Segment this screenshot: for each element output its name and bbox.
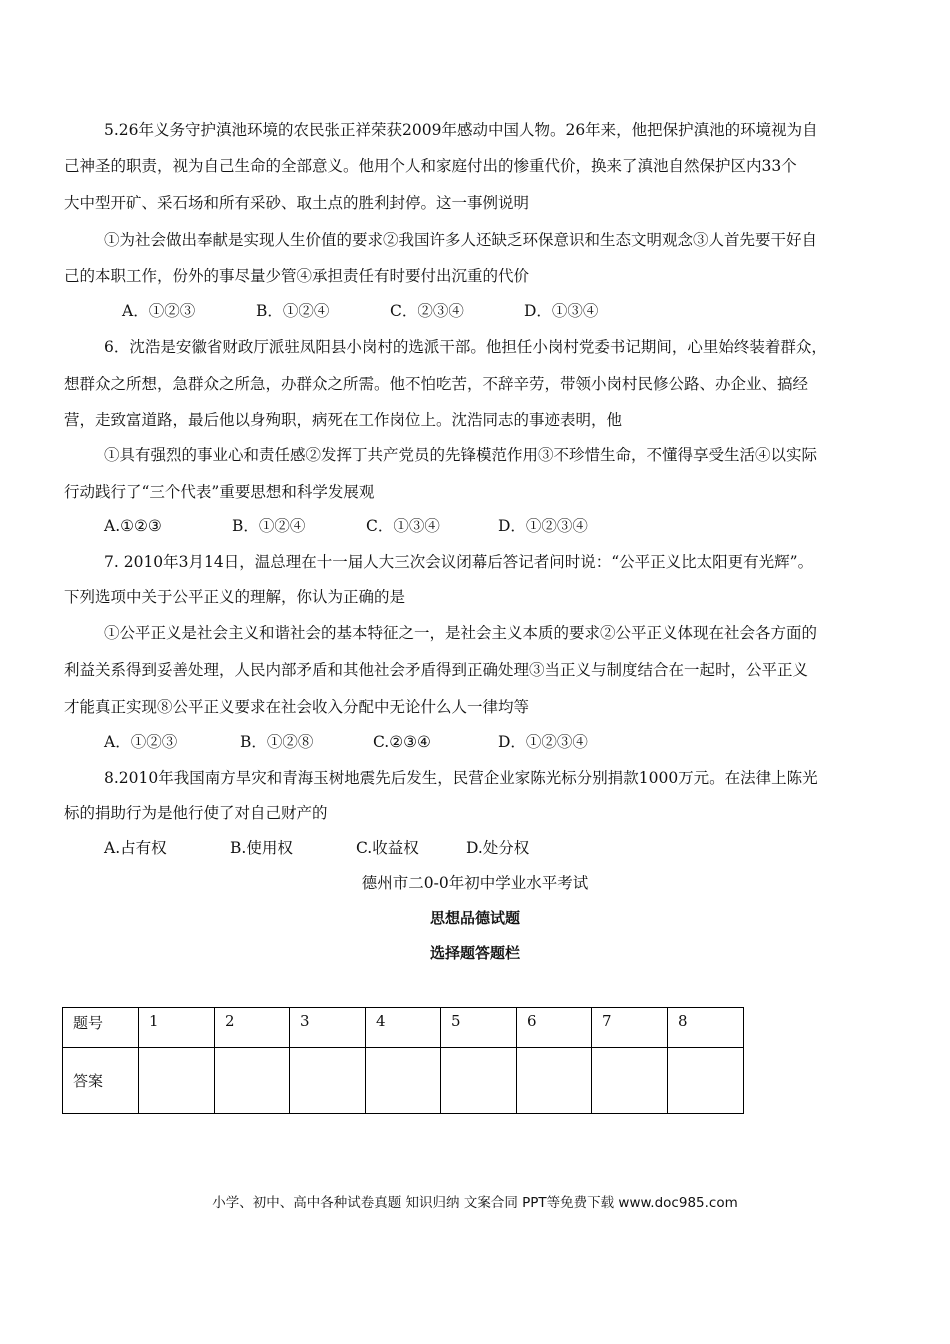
subject-title: 思想品德试题 (429, 909, 520, 927)
answer-cell[interactable] (517, 1048, 592, 1114)
q5-line-1: 5.26年义务守护滇池环境的农民张正祥荣获2009年感动中国人物。26年来，他把保护滇池的环境视为自 (104, 121, 818, 139)
q8-option-d: D.处分权 (466, 839, 530, 857)
q5-option-b: B．①②④ (256, 302, 330, 320)
q6-option-c: C．①③④ (366, 517, 440, 535)
q7-option-d: D．①②③④ (498, 733, 588, 751)
question-number-cell: 1 (139, 1008, 215, 1048)
q7-line-1: 7. 2010年3月14日，温总理在十一届人大三次会议闭幕后答记者问时说：“公平正义比太阳更有光辉”。 (104, 553, 814, 571)
answer-cell[interactable] (215, 1048, 290, 1114)
q8-line-2: 标的捐助行为是他行使了对自己财产的 (64, 804, 328, 822)
question-number-cell: 6 (517, 1008, 592, 1048)
question-number-cell: 8 (668, 1008, 744, 1048)
question-number-cell: 3 (290, 1008, 366, 1048)
q8-option-b: B.使用权 (230, 839, 293, 857)
question-number-cell: 4 (366, 1008, 441, 1048)
answer-cell[interactable] (139, 1048, 215, 1114)
q7-option-a: A．①②③ (104, 733, 178, 751)
q6-line-2: 想群众之所想，急群众之所急，办群众之所需。他不怕吃苦，不辞辛劳，带领小岗村民修公路、办企业、搞经 (64, 375, 809, 393)
q7-option-b: B．①②⑧ (240, 733, 314, 751)
q6-option-a: A.①②③ (104, 517, 162, 535)
answer-cell[interactable] (290, 1048, 366, 1114)
q6-line-1: 6．沈浩是安徽省财政厅派驻凤阳县小岗村的选派干部。他担任小岗村党委书记期间，心里始终装着群众， (104, 338, 827, 356)
question-number-cell: 5 (441, 1008, 517, 1048)
q6-line-5: 行动践行了“三个代表”重要思想和科学发展观 (64, 483, 375, 501)
q6-line-4: ①具有强烈的事业心和责任感②发挥丁共产党员的先锋模范作用③不珍惜生命，不懂得享受生活④以实际 (104, 446, 818, 464)
q5-line-2: 己神圣的职责，视为自己生命的全部意义。他用个人和家庭付出的惨重代价，换来了滇池自然保护区内33个 (64, 157, 797, 175)
exam-title: 德州市二0-0年初中学业水平考试 (361, 874, 589, 892)
section-title: 选择题答题栏 (429, 944, 520, 962)
q6-option-d: D．①②③④ (498, 517, 588, 535)
answer-table (62, 1007, 744, 1114)
q8-option-a: A.占有权 (104, 839, 167, 857)
q5-option-a: A．①②③ (122, 302, 196, 320)
q5-line-4: ①为社会做出奉献是实现人生价值的要求②我国许多人还缺乏环保意识和生态文明观念③人首先要干好自 (104, 231, 818, 249)
q6-option-b: B．①②④ (232, 517, 306, 535)
answer-cell[interactable] (366, 1048, 441, 1114)
q7-line-5: 才能真正实现⑧公平正义要求在社会收入分配中无论什么人一律均等 (64, 698, 530, 716)
q5-line-5: 己的本职工作，份外的事尽量少管④承担责任有时要付出沉重的代价 (64, 267, 530, 285)
q5-option-c: C．②③④ (390, 302, 464, 320)
q8-option-c: C.收益权 (356, 839, 419, 857)
q8-line-1: 8.2010年我国南方旱灾和青海玉树地震先后发生，民营企业家陈光标分别捐款1000万元。在法律上陈光 (104, 769, 818, 787)
row-label-question-number: 题号 (63, 1008, 139, 1048)
q6-line-3: 营，走致富道路，最后他以身殉职，病死在工作岗位上。沈浩同志的事迹表明，他 (64, 411, 623, 429)
q7-line-4: 利益关系得到妥善处理，人民内部矛盾和其他社会矛盾得到正确处理③当正义与制度结合在一起时，公平正义 (64, 661, 809, 679)
q7-line-3: ①公平正义是社会主义和谐社会的基本特征之一，是社会主义本质的要求②公平正义体现在社会各方面的 (104, 624, 818, 642)
q5-line-3: 大中型开矿、采石场和所有采砂、取土点的胜利封停。这一事例说明 (64, 194, 530, 212)
q7-option-c: C.②③④ (373, 733, 431, 751)
question-number-cell: 2 (215, 1008, 290, 1048)
answer-cell[interactable] (592, 1048, 668, 1114)
question-number-cell: 7 (592, 1008, 668, 1048)
question-number-row (63, 1008, 744, 1048)
answer-cell[interactable] (441, 1048, 517, 1114)
row-label-answer: 答案 (63, 1048, 139, 1114)
answer-row (63, 1048, 744, 1114)
answer-cell[interactable] (668, 1048, 744, 1114)
q5-option-d: D．①③④ (524, 302, 599, 320)
footer-text: 小学、初中、高中各种试卷真题 知识归纳 文案合同 PPT等免费下载 www.doc985.com (212, 1195, 738, 1211)
q7-line-2: 下列选项中关于公平正义的理解，你认为正确的是 (64, 588, 406, 606)
